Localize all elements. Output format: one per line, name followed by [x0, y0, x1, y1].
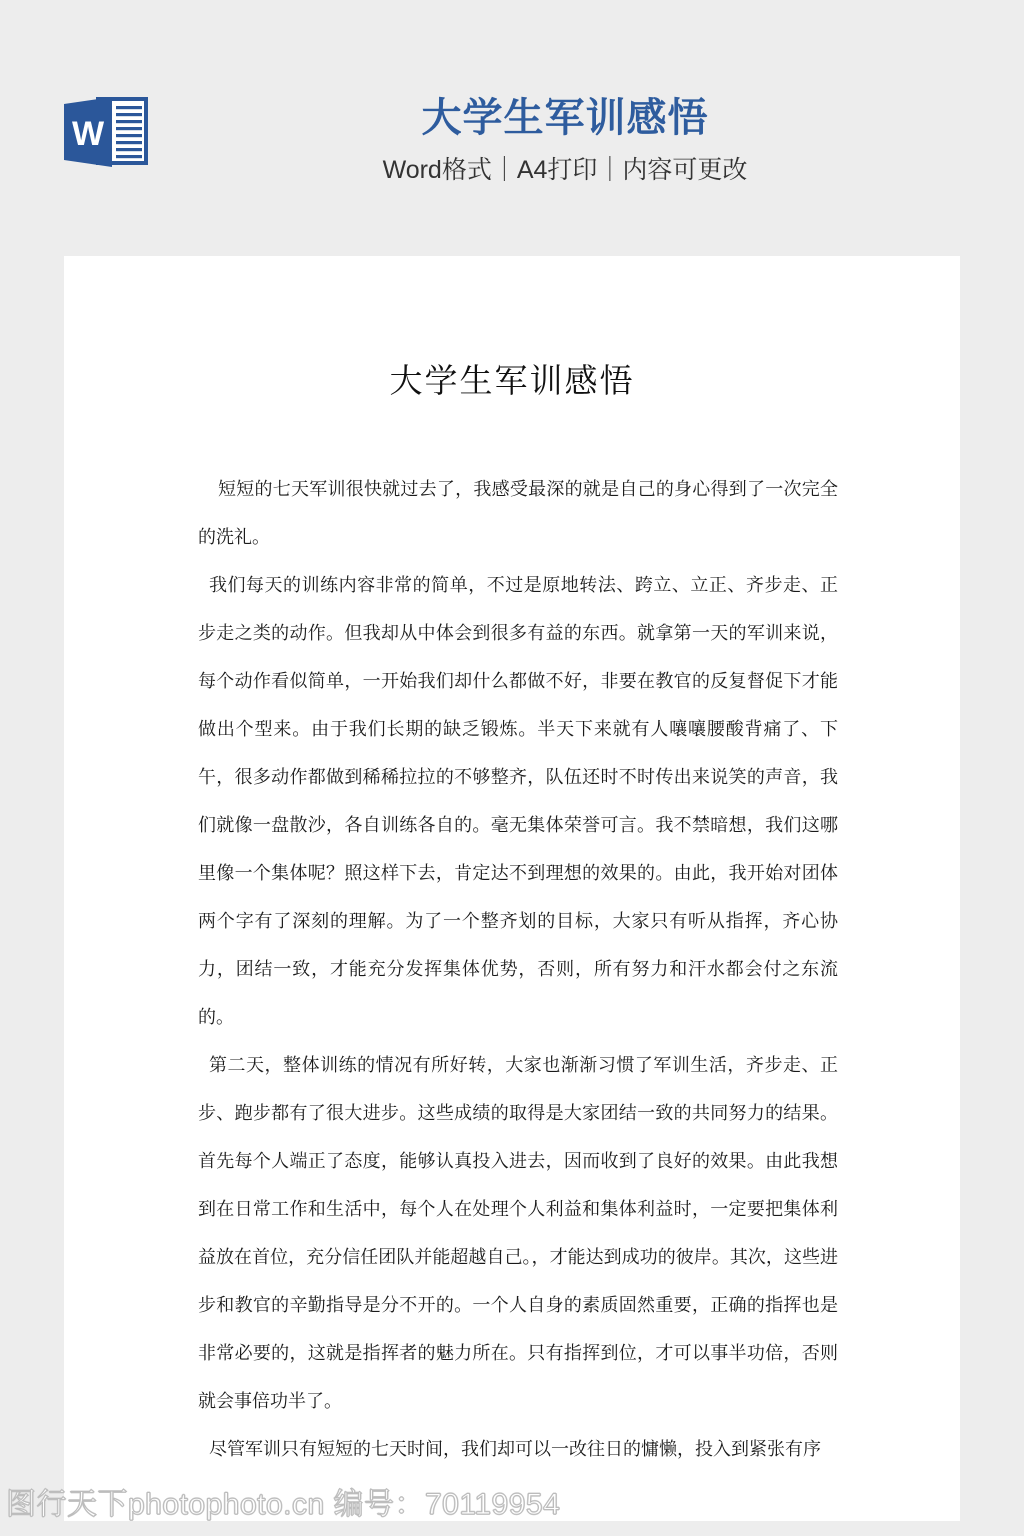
svg-text:W: W — [71, 115, 105, 153]
body-paragraph: 我们每天的训练内容非常的简单，不过是原地转法、跨立、立正、齐步走、正步走之类的动作。但我却从中体会到很多有益的东西。就拿第一天的军训来说，每个动作看似简单，一开始我们却什么都做不好，非要在教官的反复督促下才能做出个型来。由于我们长期的缺乏锻炼。半天下来就有人嚷嚷腰酸背痛了、下午，很多动作都做到稀稀拉拉的不够整齐，队伍还时不时传出来说笑的声音，我们就像一盘散沙，各自训练各自的。毫无集体荣誉可言。我不禁暗想，我们这哪里像一个集体呢？照这样下去，肯定达不到理想的效果的。由此，我开始对团体两个字有了深刻的理解。为了一个整齐划的目标，大家只有听从指挥，齐心协力，团结一致，才能充分发挥集体优势，否则，所有努力和汗水都会付之东流的。 — [198, 575, 838, 1027]
body-paragraph: 尽管军训只有短短的七天时间，我们却可以一改往日的慵懒，投入到紧张有序 — [209, 1439, 821, 1459]
body-paragraph: 第二天，整体训练的情况有所好转，大家也渐渐习惯了军训生活，齐步走、正步、跑步都有了很大进步。这些成绩的取得是大家团结一致的共同努力的结果。首先每个人端正了态度，能够认真投入进去，因而收到了良好的效果。由此我想到在日常工作和生活中，每个人在处理个人利益和集体利益时，一定要把集体利益放在首位，充分信任团队并能超越自己。，才能达到成功的彼岸。其次，这些进步和教官的辛勤指导是分不开的。一个人自身的素质固然重要，正确的指挥也是非常必要的，这就是指挥者的魅力所在。只有指挥到位，才可以事半功倍，否则就会事倍功半了。 — [198, 1055, 838, 1411]
body-paragraph: 短短的七天军训很快就过去了，我感受最深的就是自己的身心得到了一次完全的洗礼。 — [198, 479, 838, 547]
watermark-text: 图行天下photophoto.cn 编号：70119954 — [6, 1488, 561, 1521]
header-title: 大学生军训感悟 — [421, 96, 709, 140]
header-subtitle: Word格式｜A4打印｜内容可更改 — [382, 156, 748, 184]
header-block — [110, 96, 1020, 186]
document-body — [198, 465, 838, 1473]
document-title: 大学生军训感悟 — [389, 364, 635, 400]
document-page — [64, 256, 960, 1521]
